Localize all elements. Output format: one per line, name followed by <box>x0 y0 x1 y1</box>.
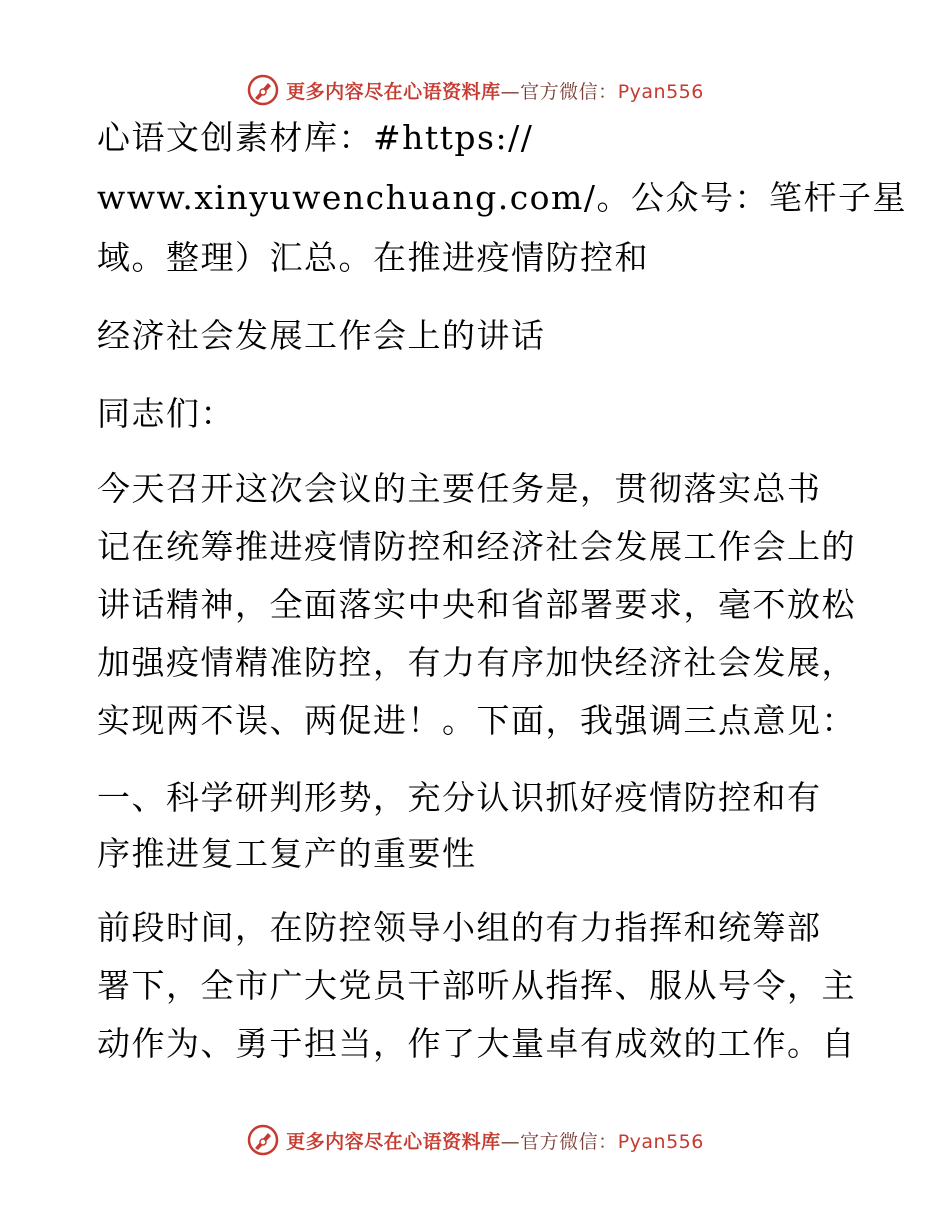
text-line: 动作为、勇于担当，作了大量卓有成效的工作。自 <box>97 1024 856 1063</box>
pen-circle-logo-icon <box>246 1123 280 1157</box>
banner-text <box>286 77 704 104</box>
text-line: 加强疫情精准防控，有力有序加快经济社会发展， <box>97 643 856 682</box>
banner-wechat-id: Pyan556 <box>617 1130 704 1153</box>
banner-main-text: 更多内容尽在心语资料库 <box>286 1130 501 1153</box>
footer-banner <box>0 1120 950 1160</box>
text-line: 今天召开这次会议的主要任务是，贯彻落实总书 <box>97 469 822 508</box>
banner-wechat-label: —官方微信： <box>500 1130 618 1153</box>
text-line: 前段时间，在防控领导小组的有力指挥和统筹部 <box>97 908 822 947</box>
text-line: 域。整理）汇总。在推进疫情防控和 <box>97 238 649 277</box>
banner-wechat-label: —官方微信： <box>500 80 618 103</box>
text-line: 心语文创素材库：#https:// <box>97 118 534 157</box>
banner-wechat-id: Pyan556 <box>617 80 704 103</box>
text-line: 署下，全市广大党员干部听从指挥、服从号令，主 <box>97 966 856 1005</box>
section-heading: 序推进复工复产的重要性 <box>97 834 477 873</box>
text-line: 实现两不误、两促进！。下面，我强调三点意见： <box>97 701 856 740</box>
header-banner <box>0 70 950 110</box>
banner-main-text: 更多内容尽在心语资料库 <box>286 80 501 103</box>
banner-text <box>286 1127 704 1154</box>
section-heading: 一、科学研判形势，充分认识抓好疫情防控和有 <box>97 778 822 817</box>
document-title: 经济社会发展工作会上的讲话 <box>97 316 546 355</box>
salutation: 同志们： <box>97 394 235 433</box>
text-line: 讲话精神，全面落实中央和省部署要求，毫不放松 <box>97 585 856 624</box>
text-line: www.xinyuwenchuang.com/。公众号：笔杆子星 <box>97 178 907 217</box>
text-line: 记在统筹推进疫情防控和经济社会发展工作会上的 <box>97 527 856 566</box>
pen-circle-logo-icon <box>246 73 280 107</box>
